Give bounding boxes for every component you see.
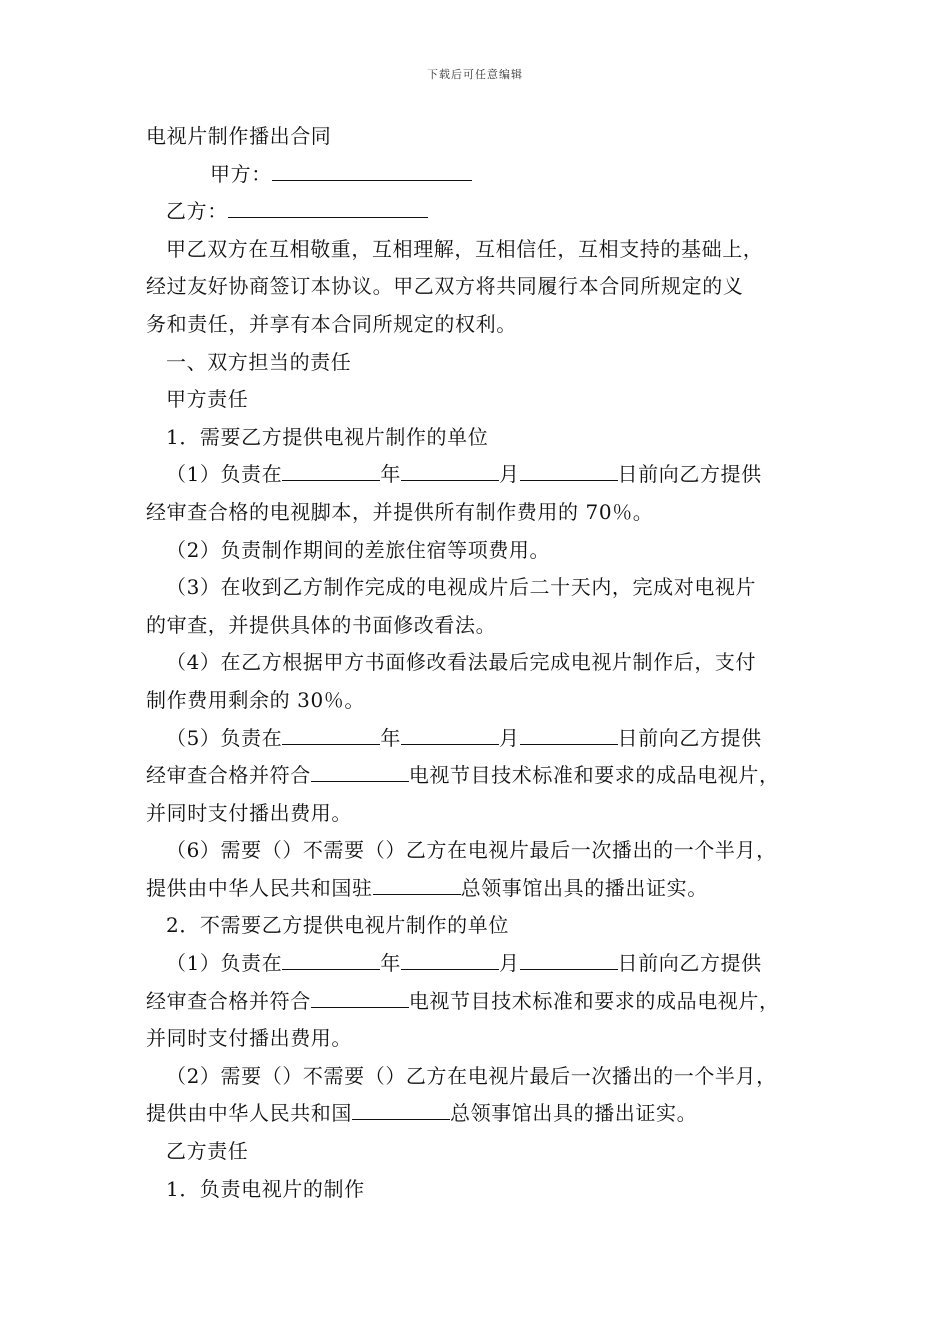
party-b-line bbox=[146, 193, 826, 231]
item-1-clause-4-line-2: 制作费用剩余的 30％。 bbox=[146, 687, 366, 712]
clause-text: 经审查合格并符合 bbox=[146, 988, 311, 1013]
item-1-title: 1．需要乙方提供电视片制作的单位 bbox=[166, 424, 489, 449]
item-2-clause-2-line-2 bbox=[146, 1095, 826, 1133]
party-b-item-1: 1．负责电视片的制作 bbox=[166, 1176, 365, 1201]
party-a-line bbox=[146, 156, 826, 194]
item-1-clause-1-line-1 bbox=[146, 456, 826, 494]
item-2-title: 2．不需要乙方提供电视片制作的单位 bbox=[166, 913, 509, 938]
standard-blank bbox=[311, 759, 409, 782]
item-2-clause-1-line-3: 并同时支付播出费用。 bbox=[146, 1026, 352, 1051]
clause-text: 总领事馆出具的播出证实。 bbox=[460, 875, 708, 900]
party-a-duty-heading: 甲方责任 bbox=[166, 387, 249, 412]
clause-text: 提供由中华人民共和国驻 bbox=[146, 875, 373, 900]
item-1-clause-6-line-1: （6）需要（）不需要（）乙方在电视片最后一次播出的一个半月， bbox=[166, 838, 777, 863]
year-label: 年 bbox=[380, 462, 401, 487]
item-1-clause-3-line-2: 的审查，并提供具体的书面修改看法。 bbox=[146, 612, 497, 637]
year-blank bbox=[282, 722, 380, 745]
standard-blank bbox=[311, 985, 409, 1008]
clause-suffix: 日前向乙方提供 bbox=[617, 951, 762, 976]
month-label: 月 bbox=[498, 951, 520, 976]
clause-suffix: 日前向乙方提供 bbox=[617, 462, 762, 487]
clause-prefix: （1）负责在 bbox=[166, 462, 283, 487]
day-blank bbox=[520, 722, 618, 745]
intro-line-3: 务和责任，并享有本合同所规定的权利。 bbox=[146, 311, 517, 336]
clause-suffix: 日前向乙方提供 bbox=[617, 725, 762, 750]
day-blank bbox=[520, 458, 618, 481]
contract-document bbox=[146, 118, 826, 1208]
clause-text: 电视节目技术标准和要求的成品电视片， bbox=[408, 763, 780, 788]
item-2-clause-1-line-2 bbox=[146, 983, 826, 1021]
clause-text: 提供由中华人民共和国 bbox=[146, 1101, 352, 1126]
item-1-clause-5-line-3: 并同时支付播出费用。 bbox=[146, 800, 352, 825]
consulate-blank bbox=[352, 1097, 450, 1120]
document-title: 电视片制作播出合同 bbox=[146, 124, 332, 148]
clause-text: 电视节目技术标准和要求的成品电视片， bbox=[408, 988, 780, 1013]
party-b-label: 乙方： bbox=[166, 199, 228, 224]
item-2-clause-1-line-1 bbox=[146, 945, 826, 983]
day-blank bbox=[520, 947, 618, 970]
year-blank bbox=[282, 947, 380, 970]
intro-line-2: 经过友好协商签订本协议。甲乙双方将共同履行本合同所规定的义 bbox=[146, 274, 744, 299]
item-1-clause-5-line-2 bbox=[146, 757, 826, 795]
party-a-blank bbox=[272, 158, 472, 181]
intro-line-1: 甲乙双方在互相敬重，互相理解，互相信任，互相支持的基础上， bbox=[166, 236, 764, 261]
item-1-clause-5-line-1 bbox=[146, 720, 826, 758]
item-1-clause-3-line-1: （3）在收到乙方制作完成的电视成片后二十天内，完成对电视片 bbox=[166, 575, 757, 600]
party-a-label: 甲方： bbox=[210, 161, 272, 186]
party-b-blank bbox=[228, 195, 428, 218]
month-blank bbox=[401, 458, 499, 481]
month-label: 月 bbox=[498, 462, 520, 487]
clause-text: 总领事馆出具的播出证实。 bbox=[450, 1101, 698, 1126]
year-blank bbox=[282, 458, 380, 481]
item-1-clause-1-line-2: 经审查合格的电视脚本，并提供所有制作费用的 70％。 bbox=[146, 499, 654, 524]
consulate-blank bbox=[373, 872, 461, 895]
section-heading: 一、双方担当的责任 bbox=[166, 349, 352, 374]
item-1-clause-4-line-1: （4）在乙方根据甲方书面修改看法最后完成电视片制作后，支付 bbox=[166, 650, 757, 675]
month-blank bbox=[401, 947, 499, 970]
item-1-clause-2: （2）负责制作期间的差旅住宿等项费用。 bbox=[166, 537, 551, 562]
year-label: 年 bbox=[380, 725, 401, 750]
month-label: 月 bbox=[498, 725, 520, 750]
item-2-clause-2-line-1: （2）需要（）不需要（）乙方在电视片最后一次播出的一个半月， bbox=[166, 1063, 777, 1088]
clause-text: 经审查合格并符合 bbox=[146, 763, 311, 788]
clause-prefix: （5）负责在 bbox=[166, 725, 283, 750]
month-blank bbox=[401, 722, 499, 745]
clause-prefix: （1）负责在 bbox=[166, 951, 283, 976]
header-note: 下载后可任意编辑 bbox=[427, 68, 523, 81]
year-label: 年 bbox=[380, 951, 401, 976]
party-b-duty-heading: 乙方责任 bbox=[166, 1139, 249, 1164]
item-1-clause-6-line-2 bbox=[146, 870, 826, 908]
